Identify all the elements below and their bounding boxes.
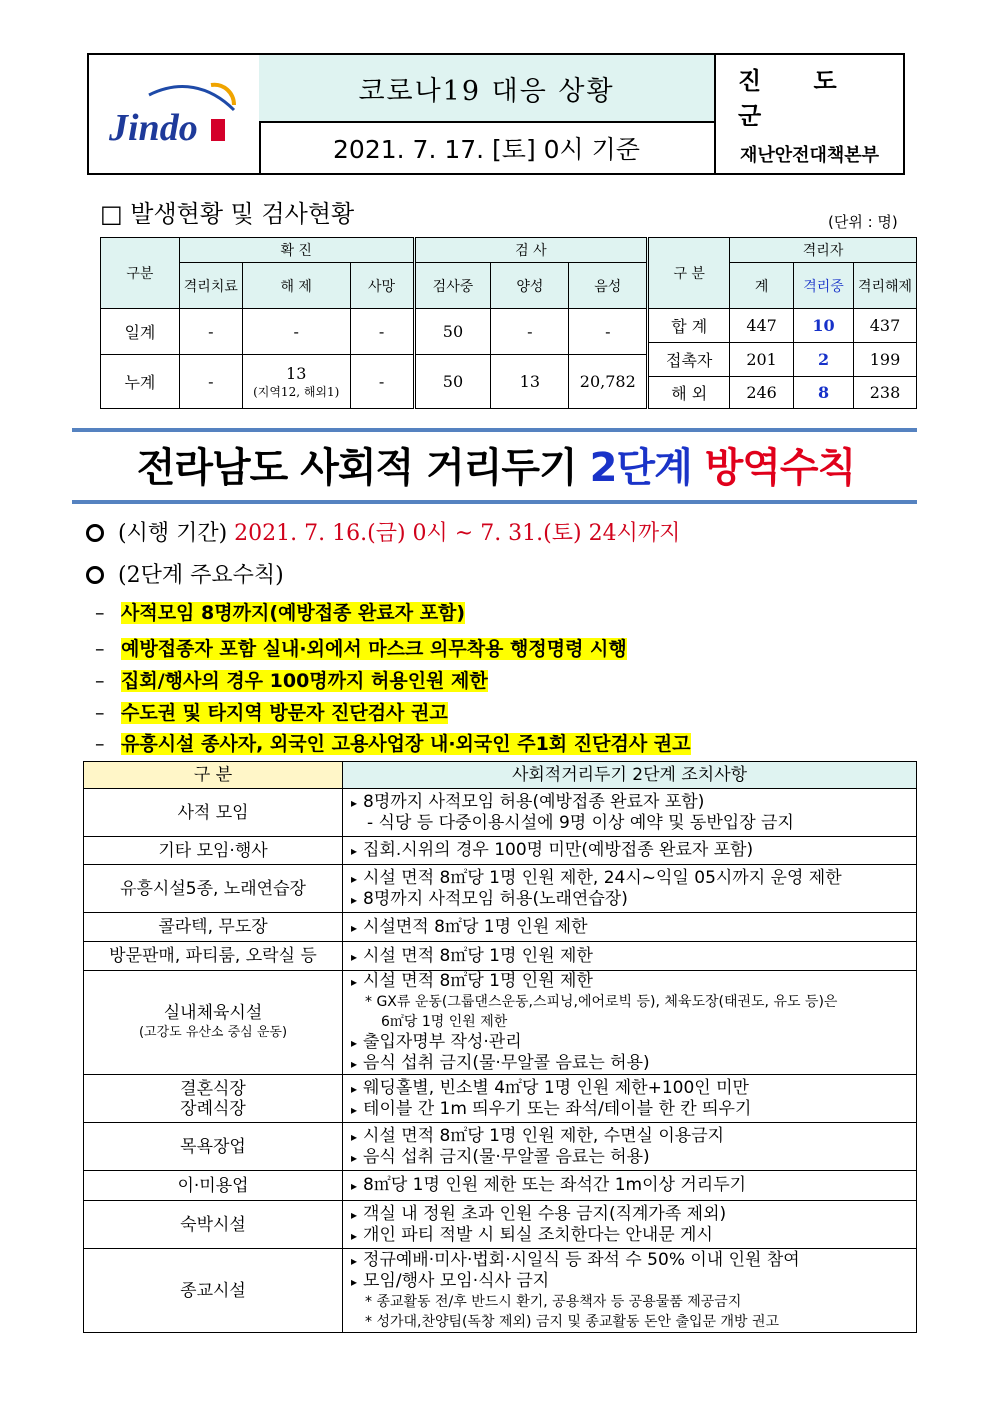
stats-h-testing: 검사중 [414, 263, 491, 309]
measure-line: 시설 면적 8㎡당 1명 인원 제한 [363, 971, 593, 991]
measure-category: 사적 모임 [84, 789, 343, 837]
measure-category [84, 1075, 343, 1123]
measure-category: 숙박시설 [84, 1201, 343, 1249]
rule-text: 집회/행사의 경우 100명까지 허용인원 제한 [121, 670, 488, 692]
iso-row-label: 접촉자 [648, 343, 730, 377]
measure-category: 기타 모임·행사 [84, 837, 343, 865]
measure-note: - 식당 등 다중이용시설에 9명 이상 예약 및 동반입장 금지 [367, 813, 794, 833]
stats-h-death: 사망 [350, 263, 414, 309]
cum-testing: 50 [414, 355, 491, 409]
measure-line: 테이블 간 1m 띄우기 또는 좌석/테이블 한 칸 띄우기 [363, 1098, 752, 1119]
circle-bullet-icon [86, 524, 104, 542]
measure-cell: ▸ 8명까지 사적모임 허용(예방접종 완료자 포함) - 식당 등 다중이용시설에 9명 이상 예약 및 동반입장 금지 [343, 789, 917, 837]
cum-positive: 13 [491, 355, 569, 409]
measure-category-sub: (고강도 유산소 중심 운동) [138, 1024, 288, 1040]
headline-part2: 2단계 [589, 445, 692, 491]
rules-title: (2단계 주요수칙) [118, 563, 284, 588]
measure-line: 집회.시위의 경우 100명 미만(예방접종 완료자 포함) [363, 840, 754, 860]
daily-iso-treat: - [179, 309, 242, 355]
iso-row-released: 437 [853, 309, 916, 343]
org-sub: 재난안전대책본부 [739, 145, 880, 166]
divider-bottom [72, 500, 917, 504]
measure-line: 시설 면적 8㎡당 1명 인원 제한 [363, 945, 593, 966]
logo [89, 55, 261, 173]
measure-line: 8㎡당 1명 인원 제한 또는 좌석간 1m이상 거리두기 [363, 1175, 747, 1195]
measure-cell: ▸ 시설 면적 8㎡당 1명 인원 제한 * GX류 운동(그룹댄스운동,스피닝,에어로빅 등), 체육도장(태권도, 유도 등)은 6㎡당 1명 인원 제한 ▸ 출입자명부 작성·관리 ▸ 음식 섭취 금지(물·무알콜 음료는 허용) [343, 971, 917, 1075]
report-title: 코로나19 대응 상황 [259, 55, 716, 123]
measure-category-main: 장례식장 [180, 1098, 246, 1119]
stats-h-total: 계 [730, 263, 794, 309]
measure-line: 객실 내 정원 초과 인원 수용 금지(직계가족 제외) [363, 1203, 727, 1224]
stats-h-negative: 음성 [569, 263, 648, 309]
daily-death: - [350, 309, 414, 355]
header-box [87, 53, 905, 175]
measures-table [83, 761, 917, 1333]
cum-released-detail: (지역12, 해외1) [253, 384, 340, 399]
report-date: 2021. 7. 17. [토] 0시 기준 [259, 123, 716, 173]
measure-category: 이·미용업 [84, 1171, 343, 1201]
period-line [86, 516, 680, 547]
cum-iso-treat: - [179, 355, 242, 409]
rule-text: 수도권 및 타지역 방문자 진단검사 권고 [121, 702, 448, 724]
stats-h-released: 해 제 [242, 263, 350, 309]
measure-category: 종교시설 [84, 1249, 343, 1333]
cum-death: - [350, 355, 414, 409]
stats-h-category: 구분 [101, 238, 180, 309]
measure-note: * 성가대,찬양팀(독창 제외) 금지 및 종교활동 돈안 출입문 개방 권고 [365, 1313, 780, 1330]
measure-cell: ▸ 시설면적 8㎡당 1명 인원 제한 [343, 913, 917, 942]
measure-note: * 종교활동 전/후 반드시 환기, 공용책자 등 공용물품 제공금지 [365, 1293, 742, 1310]
divider-top [72, 428, 917, 432]
measure-line: 모임/행사 모임·식사 금지 [363, 1270, 550, 1291]
rule-item: – 수도권 및 타지역 방문자 진단검사 권고 [95, 702, 448, 724]
cum-released-value: 13 [286, 363, 307, 383]
measure-cell: ▸ 시설 면적 8㎡당 1명 인원 제한 [343, 942, 917, 971]
measure-category: 방문판매, 파티룸, 오락실 등 [84, 942, 343, 971]
daily-testing: 50 [414, 309, 491, 355]
org-name: 진 도 군 [738, 66, 859, 130]
section-title: □ 발생현황 및 검사현황 [100, 200, 355, 228]
measure-line: 8명까지 사적모임 허용(노래연습장) [363, 888, 628, 909]
measure-line: 웨딩홀별, 빈소별 4㎡당 1명 인원 제한+100인 미만 [363, 1077, 749, 1098]
measure-note: 6㎡당 1명 인원 제한 [381, 1014, 508, 1030]
measure-line: 시설면적 8㎡당 1명 인원 제한 [363, 916, 588, 937]
stats-h-iso-group: 구 분 [648, 238, 730, 309]
measure-category-main: 결혼식장 [180, 1078, 246, 1099]
measure-line: 음식 섭취 금지(물·무알콜 음료는 허용) [363, 1053, 650, 1073]
measure-cell: ▸ 시설 면적 8㎡당 1명 인원 제한, 수면실 이용금지 ▸ 음식 섭취 금지(물·무알콜 음료는 허용) [343, 1123, 917, 1171]
daily-negative: - [569, 309, 648, 355]
measure-category: 유흥시설5종, 노래연습장 [84, 865, 343, 913]
iso-row-released: 238 [853, 377, 916, 409]
measure-category: 목욕장업 [84, 1123, 343, 1171]
rule-item: – 집회/행사의 경우 100명까지 허용인원 제한 [95, 670, 488, 692]
headline-part3: 방역수칙 [691, 445, 856, 491]
measure-cell: ▸ 집회.시위의 경우 100명 미만(예방접종 완료자 포함) [343, 837, 917, 865]
iso-row-label: 합 계 [648, 309, 730, 343]
measure-cell: ▸ 객실 내 정원 초과 인원 수용 금지(직계가족 제외) ▸ 개인 파티 적발 시 퇴실 조치한다는 안내문 게시 [343, 1201, 917, 1249]
rule-text: 예방접종자 포함 실내·외에서 마스크 의무착용 행정명령 시행 [121, 638, 627, 660]
cum-label: 누계 [101, 355, 180, 409]
measure-line: 개인 파티 적발 시 퇴실 조치한다는 안내문 게시 [363, 1224, 713, 1245]
measure-category [84, 971, 343, 1075]
iso-row-total: 246 [730, 377, 794, 409]
jindo-logo-icon [89, 55, 259, 173]
iso-row-released: 199 [853, 343, 916, 377]
rule-item: – 사적모임 8명까지(예방접종 완료자 포함) [95, 602, 466, 624]
period-value: 2021. 7. 16.(금) 0시 ~ 7. 31.(토) 24시까지 [234, 521, 681, 546]
measure-cell: ▸ 정규예배·미사·법회·시일식 등 좌석 수 50% 이내 인원 참여 ▸ 모임/행사 모임·식사 금지 * 종교활동 전/후 반드시 환기, 공용책자 등 공용물품 제공금지 * 성가대,찬양팀(독창 제외) 금지 및 종교활동 돈안 출입문 개방 권고 [343, 1249, 917, 1333]
measure-category: 콜라텍, 무도장 [84, 913, 343, 942]
daily-positive: - [491, 309, 569, 355]
measure-line: 음식 섭취 금지(물·무알콜 음료는 허용) [363, 1146, 650, 1167]
headline-part1: 전라남도 사회적 거리두기 [136, 445, 590, 491]
rule-item: – 유흥시설 종사자, 외국인 고용사업장 내·외국인 주1회 진단검사 권고 [95, 733, 691, 755]
measure-line: 시설 면적 8㎡당 1명 인원 제한, 수면실 이용금지 [363, 1125, 725, 1146]
measures-h-desc: 사회적거리두기 2단계 조치사항 [343, 762, 917, 789]
rule-text: 사적모임 8명까지(예방접종 완료자 포함) [121, 602, 466, 624]
rules-title-line [86, 558, 284, 589]
rule-text: 유흥시설 종사자, 외국인 고용사업장 내·외국인 주1회 진단검사 권고 [121, 733, 691, 755]
measure-line: 시설 면적 8㎡당 1명 인원 제한, 24시~익일 05시까지 운영 제한 [363, 867, 842, 888]
stats-h-confirmed: 확 진 [179, 238, 414, 263]
measure-note: * GX류 운동(그룹댄스운동,스피닝,에어로빅 등), 체육도장(태권도, 유도 등)은 [365, 994, 838, 1010]
cum-released [242, 355, 350, 409]
measure-cell: ▸ 8㎡당 1명 인원 제한 또는 좌석간 1m이상 거리두기 [343, 1171, 917, 1201]
measures-h-category: 구 분 [84, 762, 343, 789]
daily-label: 일계 [101, 309, 180, 355]
stats-h-test: 검 사 [414, 238, 648, 263]
unit-label: (단위 : 명) [828, 213, 898, 231]
iso-row-in-isolation: 10 [794, 309, 854, 343]
stats-h-positive: 양성 [491, 263, 569, 309]
measure-category-main: 실내체육시설 [163, 1002, 263, 1023]
stats-table [100, 237, 917, 409]
stats-h-isolated: 격리자 [730, 238, 917, 263]
iso-row-total: 447 [730, 309, 794, 343]
iso-row-in-isolation: 8 [794, 377, 854, 409]
headline [0, 436, 992, 493]
iso-row-label: 해 외 [648, 377, 730, 409]
circle-bullet-icon [86, 566, 104, 584]
logo-text: Jindo [109, 107, 198, 149]
measure-line: 출입자명부 작성·관리 [363, 1032, 522, 1052]
iso-row-total: 201 [730, 343, 794, 377]
stats-h-iso-released: 격리해제 [853, 263, 916, 309]
stats-h-iso-treat: 격리치료 [179, 263, 242, 309]
period-label: (시행 기간) [118, 521, 228, 546]
rule-item: – 예방접종자 포함 실내·외에서 마스크 의무착용 행정명령 시행 [95, 638, 627, 660]
cum-negative: 20,782 [569, 355, 648, 409]
measure-cell: ▸ 웨딩홀별, 빈소별 4㎡당 1명 인원 제한+100인 미만 ▸ 테이블 간 1m 띄우기 또는 좌석/테이블 한 칸 띄우기 [343, 1075, 917, 1123]
daily-released: - [242, 309, 350, 355]
iso-row-in-isolation: 2 [794, 343, 854, 377]
measure-line: 정규예배·미사·법회·시일식 등 좌석 수 50% 이내 인원 참여 [363, 1249, 800, 1270]
stats-h-in-isolation: 격리중 [794, 263, 854, 309]
org-block [716, 55, 903, 173]
measure-line: 8명까지 사적모임 허용(예방접종 완료자 포함) [363, 792, 705, 812]
measure-cell: ▸ 시설 면적 8㎡당 1명 인원 제한, 24시~익일 05시까지 운영 제한 ▸ 8명까지 사적모임 허용(노래연습장) [343, 865, 917, 913]
